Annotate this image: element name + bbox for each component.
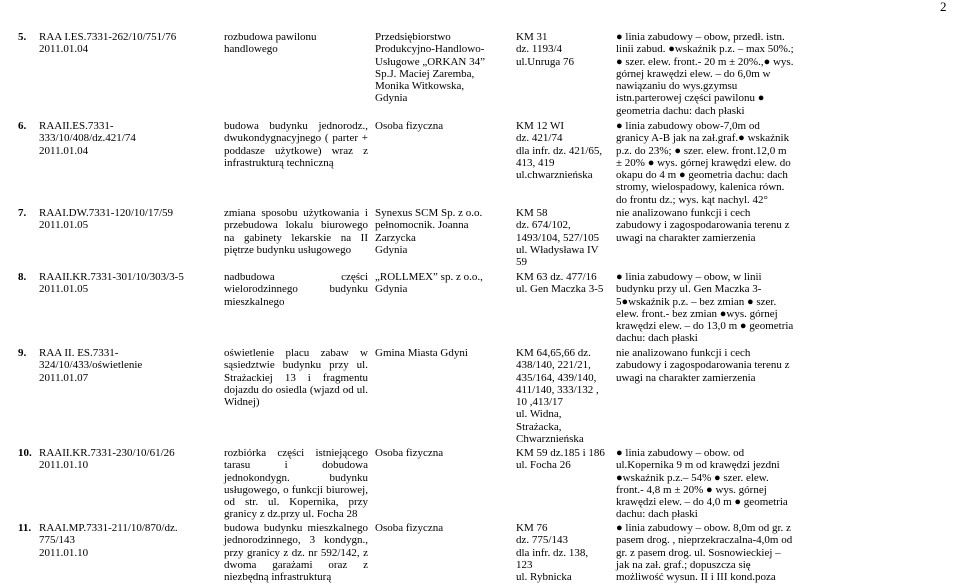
project-description: budowa budynku mieszkalnego jednorodzinnego, 3 kondygn., przy granicy z dz. nr 592/142, z dwoma garażami oraz z niezbędną infrastrukturą <box>224 522 368 584</box>
reference-number: RAAII.KR.7331-301/10/303/3-5 2011.01.05 <box>39 271 184 296</box>
location: KM 59 dz.185 i 186 ul. Focha 26 <box>516 447 605 472</box>
investor: Osoba fizyczna <box>375 120 444 132</box>
reference-number: RAA II. ES.7331- 324/10/433/oświetlenie 2011.01.07 <box>39 347 143 384</box>
row-number: 8. <box>18 271 27 283</box>
development-conditions: ● linia zabudowy – obow, przedł. istn. linii zabud. ●wskaźnik p.z. – max 50%.; ● szer. elew. front.- 20 m ± 20%.,● wys. górnej krawędzi elew. – do 6,0m w nawiązaniu do wys.gzymsu istn.parterowej części pawilonu ● geometria dachu: dach płaski <box>616 31 794 117</box>
investor: „ROLLMEX” sp. z o.o., Gdynia <box>375 271 483 296</box>
page-number: 2 <box>940 0 947 14</box>
development-conditions: ● linia zabudowy obow-7,0m od granicy A-B jak na zał.graf.● wskaźnik p.z. do 23%; ● szer. elew. front.12,0 m ± 20% ● wys. górnej krawędzi elew. do okapu do 4 m ● geometria dachu: dach stromy, wielospadowy, kalenica równ. do frontu dz.; wys. kąt nachyl. 42° <box>616 120 791 206</box>
location: KM 64,65,66 dz. 438/140, 221/21, 435/164, 439/140, 411/140, 333/132 , 10 ,413/17 ul. Widna, Strażacka, Chwarznieńska <box>516 347 599 446</box>
development-conditions: ● linia zabudowy – obow. od ul.Kopernika 9 m od krawędzi jezdni ●wskaźnik p.z.– 54% ● szer. elew. front.- 4,8 m ± 20% ● wys. górnej krawędzi elew. – do 4,0 m ● geometria dachu: dach płaski <box>616 447 788 521</box>
row-number: 5. <box>18 31 27 43</box>
reference-number: RAAI.MP.7331-211/10/870/dz. 775/143 2011.01.10 <box>39 522 178 559</box>
development-conditions: nie analizowano funkcji i cech zabudowy i zagospodarowania terenu z uwagi na charakter zamierzenia <box>616 207 790 244</box>
location: KM 31 dz. 1193/4 ul.Unruga 76 <box>516 31 575 68</box>
reference-number: RAAII.KR.7331-230/10/61/26 2011.01.10 <box>39 447 175 472</box>
project-description: rozbudowa pawilonu handlowego <box>224 31 317 56</box>
row-number: 6. <box>18 120 27 132</box>
row-number: 11. <box>18 522 32 534</box>
project-description: nadbudowa części wielorodzinnego budynku mieszkalnego <box>224 271 368 308</box>
reference-number: RAAII.ES.7331-333/10/408/dz.421/74 2011.01.04 <box>39 120 136 157</box>
row-number: 7. <box>18 207 27 219</box>
location: KM 63 dz. 477/16 ul. Gen Maczka 3-5 <box>516 271 604 296</box>
investor: Gmina Miasta Gdyni <box>375 347 468 359</box>
investor: Synexus SCM Sp. z o.o. pełnomocnik. Joanna Zarzycka Gdynia <box>375 207 483 256</box>
table-row <box>0 447 960 521</box>
investor: Osoba fizyczna <box>375 447 444 459</box>
development-conditions: nie analizowano funkcji i cech zabudowy i zagospodarowania terenu z uwagi na charakter zamierzenia <box>616 347 790 384</box>
investor: Osoba fizyczna <box>375 522 444 534</box>
reference-number: RAA I.ES.7331-262/10/751/76 2011.01.04 <box>39 31 177 56</box>
location: KM 12 WI dz. 421/74 dla infr. dz. 421/65, 413, 419 ul.chwarznieńska <box>516 120 603 182</box>
row-number: 10. <box>18 447 32 459</box>
development-conditions: ● linia zabudowy – obow. 8,0m od gr. z pasem drog. , nieprzekraczalna-4,0m od gr. z pasem drog. ul. Sosnowieckiej – jak na zał. graf.; dopuszcza się możliwość wysun. II i III kond.poza <box>616 522 793 584</box>
table-row <box>0 120 960 206</box>
table-row <box>0 347 960 446</box>
project-description: oświetlenie placu zabaw w sąsiedztwie budynku przy ul. Strażackiej 13 i fragmentu dojazdu do osiedla (wjazd od ul. Widnej) <box>224 347 368 409</box>
project-description: rozbiórka części istniejącego tarasu i dobudowa jednokondygn. budynku usługowego, o funkcji biurowej, od str. ul. Kopernika, przy granicy z dz.przy ul. Focha 28 <box>224 447 368 521</box>
table-row <box>0 207 960 269</box>
reference-number: RAAI.DW.7331-120/10/17/59 2011.01.05 <box>39 207 174 232</box>
table-row <box>0 271 960 345</box>
project-description: budowa budynku jednorodz., dwukondygnacyjnego ( parter + poddasze użytkowe) wraz z infrastrukturą techniczną <box>224 120 368 169</box>
table-row <box>0 31 960 117</box>
development-conditions: ● linia zabudowy – obow, w linii budynku przy ul. Gen Maczka 3-5●wskaźnik p.z. – bez zmian ● szer. elew. front.- bez zmian ●wys. górnej krawędzi elew. – do 13,0 m ● geometria dachu: dach płaski <box>616 271 794 345</box>
project-description: zmiana sposobu użytkowania i przebudowa lokalu biurowego na gabinety lekarskie na II piętrze budynku usługowego <box>224 207 368 256</box>
table-row <box>0 522 960 584</box>
location: KM 76 dz. 775/143 dla infr. dz. 138, 123 ul. Rybnicka <box>516 522 589 584</box>
location: KM 58 dz. 674/102, 1493/104, 527/105 ul. Władysława IV 59 <box>516 207 600 269</box>
row-number: 9. <box>18 347 27 359</box>
investor: Przedsiębiorstwo Produkcyjno-Handlowo-Usługowe „ORKAN 34” Sp.J. Maciej Zaremba, Monika Witkowska, Gdynia <box>375 31 485 105</box>
